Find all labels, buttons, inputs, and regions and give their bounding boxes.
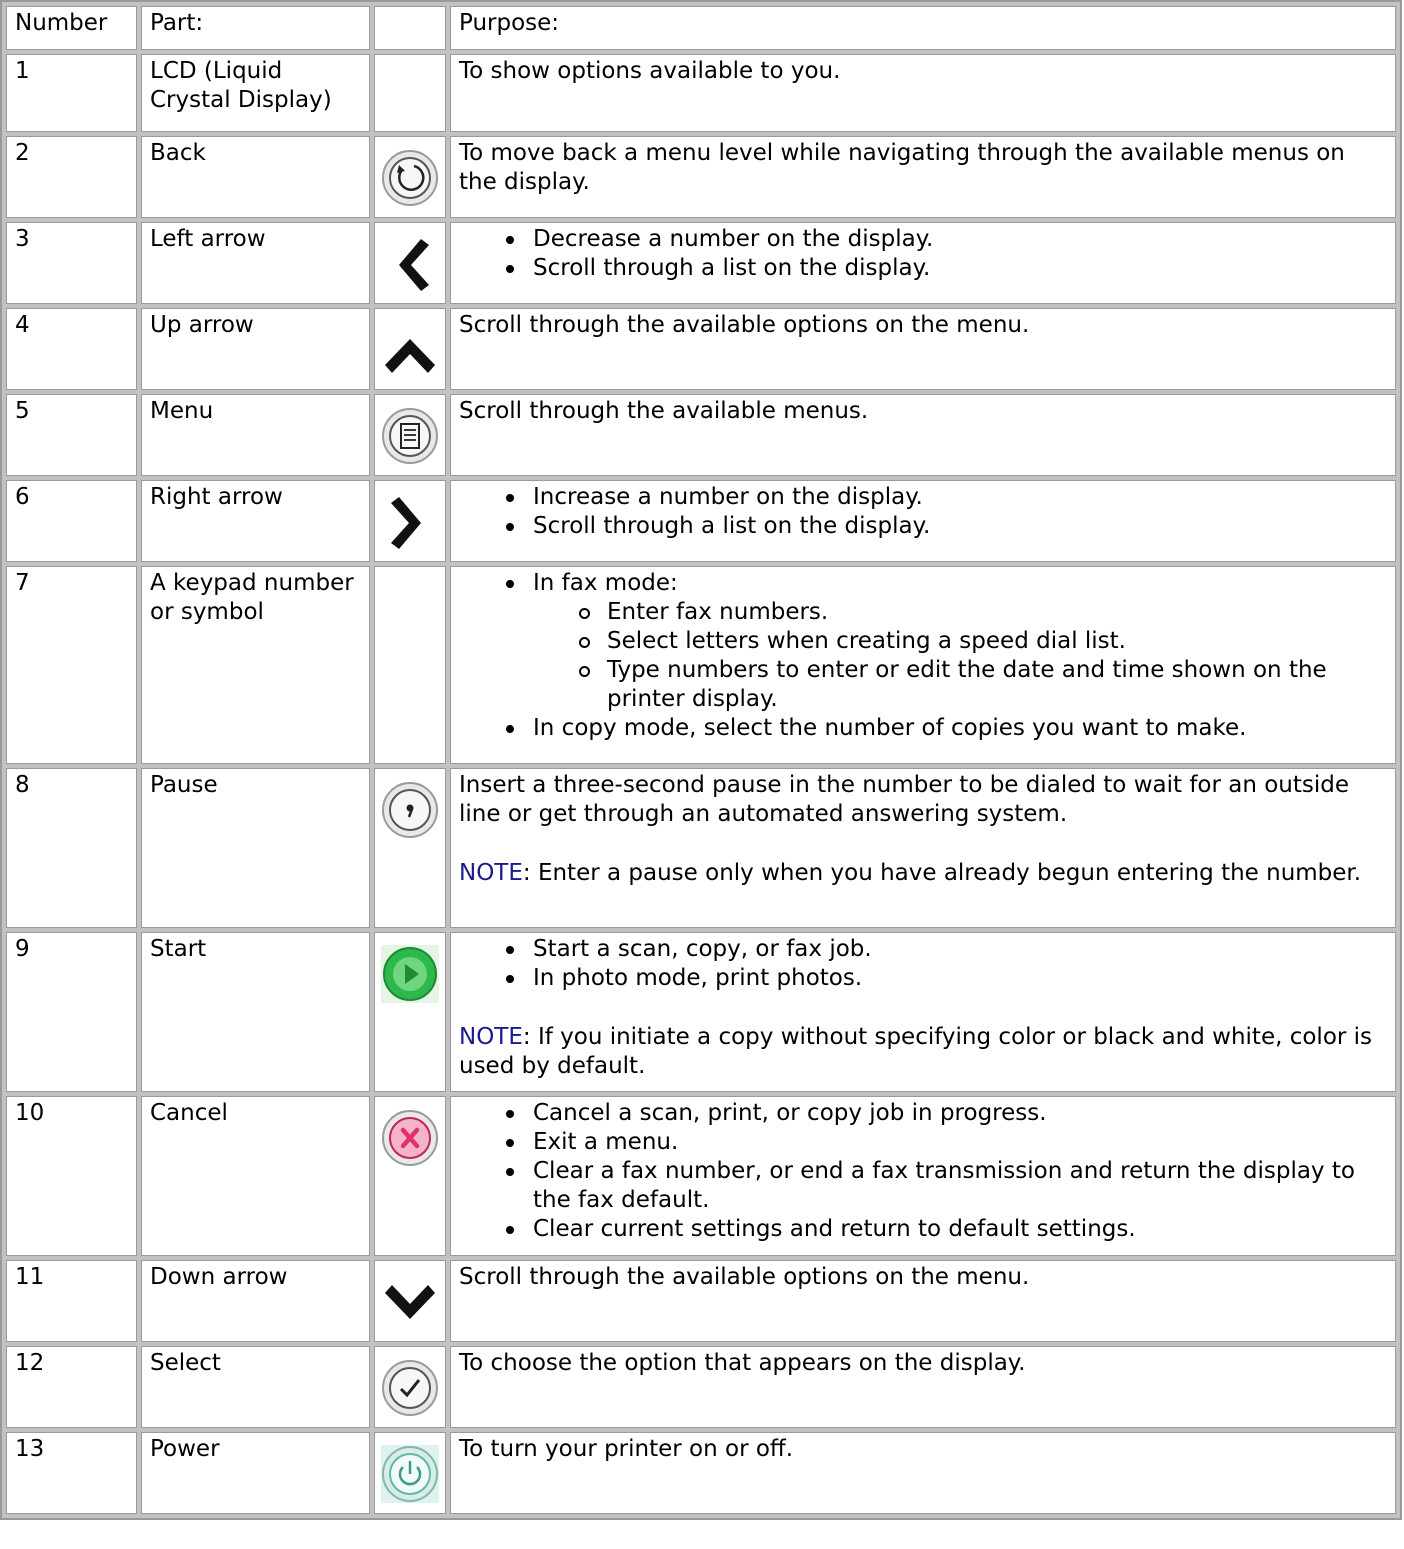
down-arrow-icon [381,1273,439,1333]
table-row [6,768,1396,928]
list-item: In photo mode, print photos. [533,964,1387,993]
row-part: Select [141,1346,370,1428]
header-purpose: Purpose: [450,6,1396,50]
row-part: Cancel [141,1096,370,1256]
row-purpose: Scroll through the available options on the menu. [450,1260,1396,1342]
sub-list-item: Type numbers to enter or edit the date and time shown on the printer display. [607,656,1387,714]
right-arrow-icon [381,493,439,553]
row-purpose: To move back a menu level while navigating through the available menus on the display. [450,136,1396,218]
row-icon-cell [374,932,446,1092]
row-purpose: Scroll through the available menus. [450,394,1396,476]
header-part: Part: [141,6,370,50]
select-icon [381,1359,439,1417]
table-row [6,308,1396,390]
row-purpose [450,222,1396,304]
list-item: Scroll through a list on the display. [533,254,1387,283]
up-arrow-icon [381,321,439,381]
sub-list-item: Enter fax numbers. [607,598,1387,627]
row-icon-cell [374,308,446,390]
row-number: 5 [6,394,137,476]
table-row [6,1096,1396,1256]
header-number: Number [6,6,137,50]
table-row [6,394,1396,476]
row-number: 11 [6,1260,137,1342]
pause-icon [381,781,439,839]
header-icon [374,6,446,50]
list-item: Start a scan, copy, or fax job. [533,935,1387,964]
note-label: NOTE [459,1024,523,1050]
row-icon-cell [374,1260,446,1342]
row-number: 12 [6,1346,137,1428]
row-number: 2 [6,136,137,218]
table-row [6,566,1396,764]
list-item: Scroll through a list on the display. [533,512,1387,541]
row-purpose [450,768,1396,928]
list-item: Clear current settings and return to default settings. [533,1215,1387,1244]
row-part: Down arrow [141,1260,370,1342]
list-item: Cancel a scan, print, or copy job in progress. [533,1099,1387,1128]
table-header-row [6,6,1396,50]
row-icon-cell [374,1096,446,1256]
row-part: Start [141,932,370,1092]
row-number: 3 [6,222,137,304]
row-number: 9 [6,932,137,1092]
row-part: Left arrow [141,222,370,304]
row-icon-cell [374,394,446,476]
cancel-icon [381,1109,439,1167]
list-item: Exit a menu. [533,1128,1387,1157]
note-text: : If you initiate a copy without specifying color or black and white, color is used by default. [459,1024,1373,1079]
table-row [6,932,1396,1092]
row-number: 13 [6,1432,137,1514]
bullet-list [459,483,1387,541]
purpose-text: Insert a three-second pause in the number to be dialed to wait for an outside line or get through an automated answering system. [459,772,1350,827]
list-item [533,569,1387,714]
list-item: Decrease a number on the display. [533,225,1387,254]
row-purpose [450,932,1396,1092]
row-icon-empty [374,54,446,132]
row-icon-cell [374,136,446,218]
note-label: NOTE [459,860,523,886]
table-row [6,1260,1396,1342]
list-item-text: In fax mode: [533,570,678,596]
table-row [6,1346,1396,1428]
row-purpose: Scroll through the available options on the menu. [450,308,1396,390]
row-number: 7 [6,566,137,764]
left-arrow-icon [381,235,439,295]
start-icon [381,945,439,1003]
row-purpose [450,480,1396,562]
table-row [6,136,1396,218]
list-item: Increase a number on the display. [533,483,1387,512]
bullet-list [459,225,1387,283]
row-part: Up arrow [141,308,370,390]
row-icon-cell [374,768,446,928]
table-row [6,1432,1396,1514]
row-part: Back [141,136,370,218]
row-icon-cell [374,222,446,304]
row-part: Right arrow [141,480,370,562]
note [459,1023,1387,1081]
back-icon [381,149,439,207]
power-icon [381,1445,439,1503]
note [459,859,1387,888]
list-item: Clear a fax number, or end a fax transmission and return the display to the fax default. [533,1157,1387,1215]
list-item: In copy mode, select the number of copies you want to make. [533,714,1387,743]
row-icon-cell [374,1432,446,1514]
row-number: 6 [6,480,137,562]
bullet-list [459,935,1387,993]
row-number: 8 [6,768,137,928]
row-purpose [450,1096,1396,1256]
sub-list-item: Select letters when creating a speed dial list. [607,627,1387,656]
row-part: Pause [141,768,370,928]
row-purpose: To show options available to you. [450,54,1396,132]
row-icon-cell [374,1346,446,1428]
table-row [6,222,1396,304]
row-part: A keypad number or symbol [141,566,370,764]
sub-bullet-list [533,598,1387,714]
row-purpose [450,566,1396,764]
bullet-list [459,1099,1387,1244]
bullet-list [459,569,1387,743]
row-icon-cell [374,480,446,562]
row-part: Menu [141,394,370,476]
table-row [6,480,1396,562]
row-icon-empty [374,566,446,764]
note-text: : Enter a pause only when you have already begun entering the number. [522,860,1362,886]
row-number: 4 [6,308,137,390]
table-row [6,54,1396,132]
menu-icon [381,407,439,465]
row-purpose: To choose the option that appears on the display. [450,1346,1396,1428]
row-number: 10 [6,1096,137,1256]
row-purpose: To turn your printer on or off. [450,1432,1396,1514]
row-part: LCD (Liquid Crystal Display) [141,54,370,132]
row-part: Power [141,1432,370,1514]
row-number: 1 [6,54,137,132]
